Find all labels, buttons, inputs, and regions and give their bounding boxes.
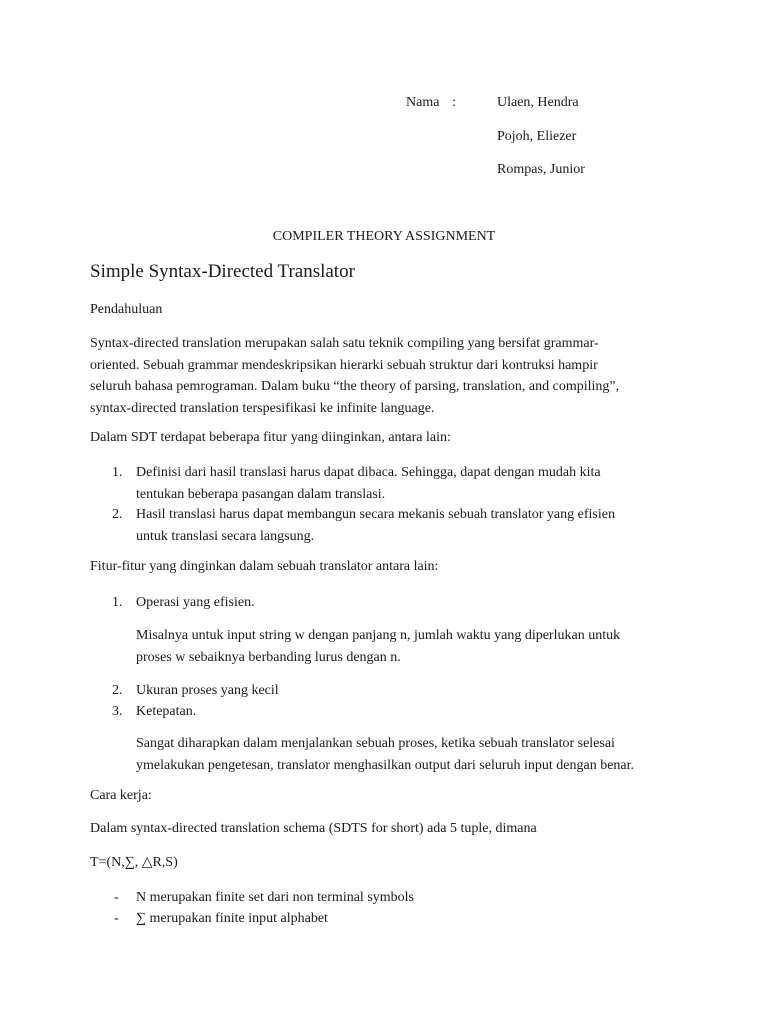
list-item-line: tentukan beberapa pasangan dalam translasi. xyxy=(136,486,386,502)
list-item xyxy=(90,592,690,614)
note-line: ymelakukan pengetesan, translator menghasilkan output dari seluruh input dengan benar. xyxy=(136,757,635,773)
bullet-item xyxy=(90,908,690,930)
feature-note xyxy=(136,733,681,776)
list-number: 1. xyxy=(112,465,123,480)
feature-note xyxy=(136,625,681,668)
bullet-item xyxy=(90,887,690,909)
author-name: Pojoh, Eliezer xyxy=(497,129,577,144)
paragraph-line: oriented. Sebuah grammar mendeskripsikan hierarki sebuah struktur dari kontruksi hampir xyxy=(90,357,598,373)
paragraph-line: seluruh bahasa pemrograman. Dalam buku “the theory of parsing, translation, and compiling”, xyxy=(90,379,620,394)
intro-paragraph xyxy=(90,333,680,419)
list-item xyxy=(90,504,690,548)
list-item-line: untuk translasi secara langsung. xyxy=(136,528,315,544)
author-name: Ulaen, Hendra xyxy=(497,95,579,110)
note-line: Misalnya untuk input string w dengan panjang n, jumlah waktu yang diperlukan untuk xyxy=(136,628,621,643)
author-name: Rompas, Junior xyxy=(497,162,585,177)
bullet-text: N merupakan finite set dari non terminal symbols xyxy=(136,890,414,905)
paragraph-line: Syntax-directed translation merupakan salah satu teknik compiling yang bersifat grammar- xyxy=(90,336,599,351)
translator-features-intro: Fitur-fitur yang dinginkan dalam sebuah translator antara lain: xyxy=(90,559,439,574)
nama-colon: : xyxy=(452,95,456,110)
bullet-dash: - xyxy=(114,890,119,905)
list-item xyxy=(90,701,690,723)
list-number: 3. xyxy=(112,704,123,719)
document-title: Simple Syntax-Directed Translator xyxy=(90,261,355,282)
list-number: 1. xyxy=(112,595,123,610)
assignment-title: COMPILER THEORY ASSIGNMENT xyxy=(272,229,496,244)
list-item-line: Definisi dari hasil translasi harus dapat dibaca. Sehingga, dapat dengan mudah kita xyxy=(136,465,601,480)
list-number: 2. xyxy=(112,507,123,522)
tuple-formula: T=(N,∑, △R,S) xyxy=(90,855,178,870)
note-line: Sangat diharapkan dalam menjalankan sebuah proses, ketika sebuah translator selesai xyxy=(136,736,615,751)
section-heading-cara-kerja: Cara kerja: xyxy=(90,788,152,803)
list-item-text: Ukuran proses yang kecil xyxy=(136,683,279,698)
list-item-text: Ketepatan. xyxy=(136,704,197,719)
list-item-line: Hasil translasi harus dapat membangun secara mekanis sebuah translator yang efisien xyxy=(136,507,615,522)
sdt-features-intro: Dalam SDT terdapat beberapa fitur yang diinginkan, antara lain: xyxy=(90,430,451,445)
sdts-intro: Dalam syntax-directed translation schema (SDTS for short) ada 5 tuple, dimana xyxy=(90,821,537,836)
list-item xyxy=(90,462,690,506)
note-line: proses w sebaiknya berbanding lurus dengan n. xyxy=(136,649,401,665)
bullet-dash: - xyxy=(114,911,119,926)
nama-label: Nama xyxy=(406,95,440,110)
section-heading-pendahuluan: Pendahuluan xyxy=(90,302,163,317)
list-number: 2. xyxy=(112,683,123,698)
paragraph-line: syntax-directed translation terspesifikasi ke infinite language. xyxy=(90,400,435,416)
list-item-text: Operasi yang efisien. xyxy=(136,595,255,610)
list-item xyxy=(90,680,690,702)
bullet-text: ∑ merupakan finite input alphabet xyxy=(136,911,328,926)
